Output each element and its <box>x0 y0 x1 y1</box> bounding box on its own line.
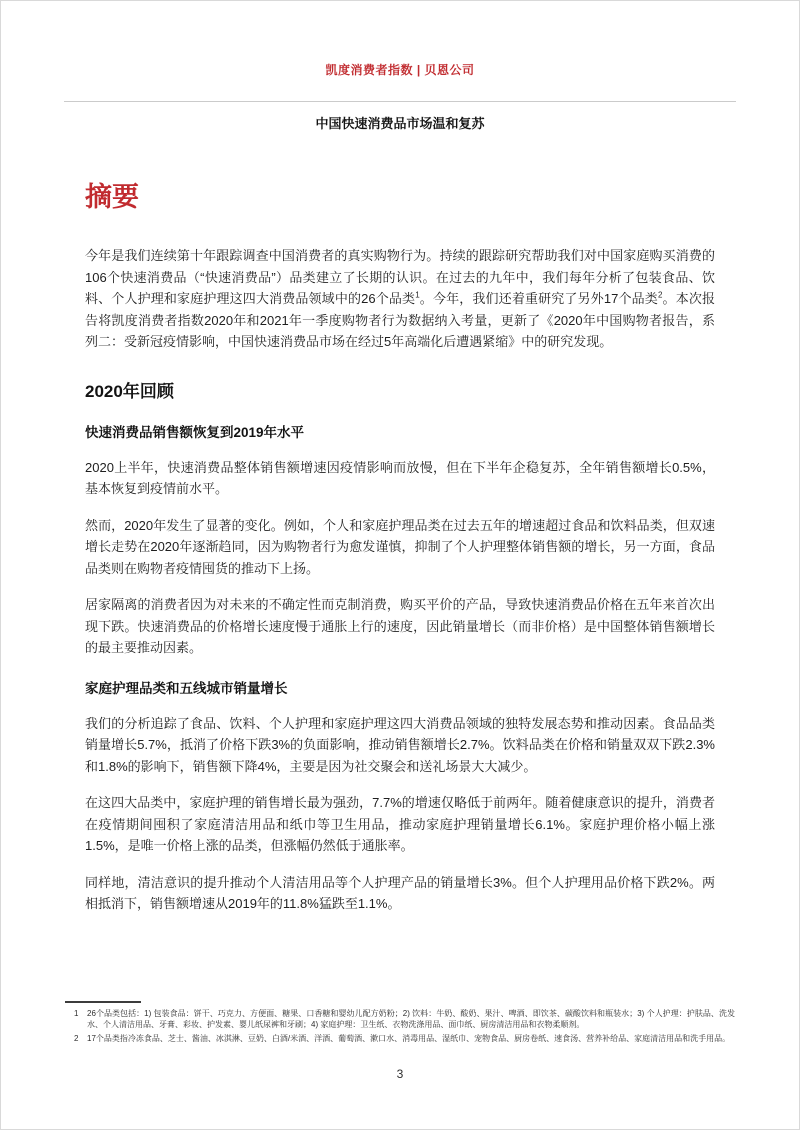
footnote-2-text: 17个品类指冷冻食品、芝士、酱油、冰淇淋、豆奶、白酒/米酒、洋酒、葡萄酒、漱口水、消毒用品、湿纸巾、宠物食品、厨房卷纸、速食汤、营养补给品、家庭清洁用品和洗手用品。 <box>87 1034 731 1043</box>
header-divider <box>64 101 736 102</box>
intro-paragraph <box>85 245 715 353</box>
page-header <box>1 61 799 132</box>
subheading-home-care-growth: 家庭护理品类和五线城市销量增长 <box>85 680 288 696</box>
intro-part-3: 。本次报告将凯度消费者指数2020年和2021年一季度购物者行为数据纳入考量，更新了《2020年中国购物者报告，系列二：受新冠疫情影响，中国快速消费品市场在经过5年高端化后遭遇紧缩》中的研究发现。 <box>85 291 715 349</box>
paragraph-home-care: 在这四大品类中，家庭护理的销售增长最为强劲，7.7%的增速仅略低于前两年。随着健康意识的提升，消费者在疫情期间囤积了家庭清洁用品和纸巾等卫生用品，推动家庭护理销量增长6.1%。家庭护理价格小幅上涨1.5%，是唯一价格上涨的品类，但涨幅仍然低于通胀率。 <box>85 795 715 853</box>
paragraph-2020-changes: 然而，2020年发生了显著的变化。例如，个人和家庭护理品类在过去五年的增速超过食品和饮料品类，但双速增长走势在2020年逐渐趋同，因为购物者行为愈发谨慎，抑制了个人护理整体销售额的增长，另一方面，食品品类则在购物者疫情囤货的推动下上扬。 <box>85 517 715 576</box>
footnote-divider <box>65 1001 141 1003</box>
footnote-2 <box>65 1033 735 1044</box>
paragraph-sales-recovery: 2020上半年，快速消费品整体销售额增速因疫情影响而放慢，但在下半年企稳复苏，全年销售额增长0.5%，基本恢复到疫情前水平。 <box>85 459 715 496</box>
paragraph-price-decline: 居家隔离的消费者因为对未来的不确定性而克制消费，购买平价的产品，导致快速消费品价格在五年来首次出现下跌。快速消费品的价格增长速度慢于通胀上行的速度，因此销量增长（而非价格）是中国整体销售额增长的最主要推动因素。 <box>85 597 715 655</box>
footnotes-section <box>65 1001 735 1044</box>
footnote-1-number: 1 <box>74 1009 79 1018</box>
brand-header: 凯度消费者指数 | 贝恩公司 <box>325 63 475 77</box>
footnote-ref-1: 1 <box>415 290 420 300</box>
page-number: 3 <box>396 1067 404 1081</box>
section-heading-2020-review: 2020年回顾 <box>85 381 174 401</box>
footnote-1 <box>65 1008 735 1030</box>
footnote-2-number: 2 <box>74 1034 79 1043</box>
page-content <box>1 180 799 915</box>
footnote-list <box>65 1008 735 1044</box>
footnote-ref-2: 2 <box>657 290 663 300</box>
intro-part-1: 今年是我们连续第十年跟踪调查中国消费者的真实购物行为。持续的跟踪研究帮助我们对中国家庭购买消费的106个快速消费品（“快速消费品”）品类建立了长期的认识。在过去的九年中，我们每年分析了包装食品、饮料、个人护理和家庭护理这四大消费品领域中的26个品类 <box>85 248 715 306</box>
subheading-sales-recovery: 快速消费品销售额恢复到2019年水平 <box>85 424 305 440</box>
page-title: 摘要 <box>85 182 139 212</box>
paragraph-four-categories: 我们的分析追踪了食品、饮料、个人护理和家庭护理这四大消费品领域的独特发展态势和推动因素。食品品类销量增长5.7%，抵消了价格下跌3%的负面影响，推动销售额增长2.7%。饮料品类在价格和销量双双下跌2.3%和1.8%的影响下，销售额下降4%，主要是因为社交聚会和送礼场景大大减少。 <box>85 715 715 774</box>
footnote-1-text: 26个品类包括：1) 包装食品：饼干、巧克力、方便面、糖果、口香糖和婴幼儿配方奶粉；2) 饮料：牛奶、酸奶、果汁、啤酒、即饮茶、碳酸饮料和瓶装水；3) 个人护理：护肤品、洗发水、个人清洁用品、牙膏、彩妆、护发素、婴儿纸尿裤和牙刷；4) 家庭护理：卫生纸、衣物洗涤用品、面巾纸、厨房清洁用品和衣物柔顺剂。 <box>87 1009 735 1029</box>
intro-part-2: 。今年，我们还着重研究了另外17个品类 <box>419 291 658 306</box>
report-title: 中国快速消费品市场温和复苏 <box>315 116 485 131</box>
paragraph-personal-care: 同样地，清洁意识的提升推动个人清洁用品等个人护理产品的销量增长3%。但个人护理用品价格下跌2%。两相抵消下，销售额增速从2019年的11.8%猛跌至1.1%。 <box>85 874 715 911</box>
